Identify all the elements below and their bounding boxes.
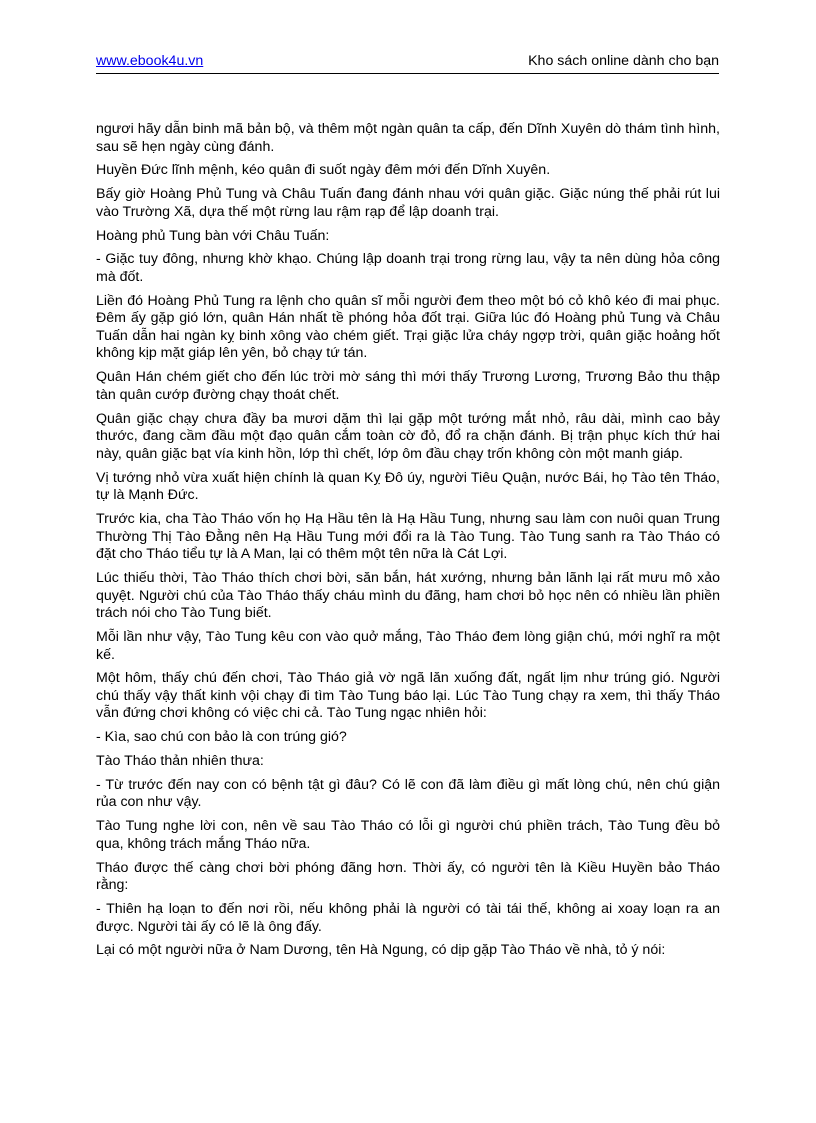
paragraph: - Giặc tuy đông, nhưng khờ khạo. Chúng lập doanh trại trong rừng lau, vậy ta nên dùng hỏa công mà đốt. <box>96 251 720 285</box>
paragraph: Tào Tháo thản nhiên thưa: <box>96 753 264 770</box>
document-body <box>96 121 720 966</box>
paragraph: ngươi hãy dẫn binh mã bản bộ, và thêm một ngàn quân ta cấp, đến Dĩnh Xuyên dò thám tình hình, sau sẽ hẹn ngày cùng đánh. <box>96 121 720 155</box>
paragraph: - Thiên hạ loạn to đến nơi rồi, nếu không phải là người có tài tái thế, không ai xoay loạn ra an được. Người tài ấy có lẽ là ông đấy. <box>96 900 720 935</box>
page-header <box>96 50 719 70</box>
paragraph: Hoàng phủ Tung bàn với Châu Tuấn: <box>96 227 330 244</box>
paragraph: Một hôm, thấy chú đến chơi, Tào Tháo giả vờ ngã lăn xuống đất, ngất lịm như trúng gió. Người chú thấy vậy thất kinh vội chạy đi tìm Tào Tung báo lại. Lúc Tào Tung chạy ra xem, thì thấy Tháo vẫn đứng chơi không có việc chi cả. Tào Tung ngạc nhiên hỏi: <box>96 670 720 722</box>
paragraph: - Kìa, sao chú con bảo là con trúng gió? <box>96 729 347 746</box>
paragraph: Tào Tung nghe lời con, nên về sau Tào Tháo có lỗi gì người chú phiền trách, Tào Tung đều bỏ qua, không trách mắng Tháo nữa. <box>96 818 720 852</box>
paragraph: Trước kia, cha Tào Tháo vốn họ Hạ Hầu tên là Hạ Hầu Tung, nhưng sau làm con nuôi quan Trung Thường Thị Tào Đằng nên Hạ Hầu Tung mới đổi ra là Tào Tung. Tào Tung sanh ra Tào Tháo có đặt cho Tháo tiểu tự là A Man, lại có thêm một tên nữa là Cát Lợi. <box>96 510 720 563</box>
paragraph: Lại có một người nữa ở Nam Dương, tên Hà Ngung, có dịp gặp Tào Tháo về nhà, tỏ ý nói: <box>96 942 666 959</box>
header-divider <box>96 73 719 74</box>
paragraph: Bấy giờ Hoàng Phủ Tung và Châu Tuấn đang đánh nhau với quân giặc. Giặc núng thế phải rút lui vào Trường Xã, dựa thế một rừng lau rậm rạp để lập doanh trại. <box>96 186 720 220</box>
site-link[interactable]: www.ebook4u.vn <box>96 53 204 69</box>
paragraph: Quân Hán chém giết cho đến lúc trời mờ sáng thì mới thấy Trương Lương, Trương Bảo thu thập tàn quân cướp đường chạy thoát chết. <box>96 369 720 403</box>
paragraph: Quân giặc chạy chưa đầy ba mươi dặm thì lại gặp một tướng mắt nhỏ, râu dài, mình cao bảy thước, đang cầm đầu một đạo quân cắm toàn cờ đỏ, đổ ra chặn đánh. Bị trận phục kích thứ hai này, quân giặc bạt vía kinh hồn, lớp thì chết, lớp ôm đầu chạy trốn không còn một manh giáp. <box>96 410 720 462</box>
paragraph: Huyền Đức lĩnh mệnh, kéo quân đi suốt ngày đêm mới đến Dĩnh Xuyên. <box>96 162 551 179</box>
paragraph: Liền đó Hoàng Phủ Tung ra lệnh cho quân sĩ mỗi người đem theo một bó cỏ khô kéo đi mai phục. Đêm ấy gặp gió lớn, quân Hán nhất tề phóng hỏa đốt trại. Giữa lúc đó Hoàng phủ Tung và Châu Tuấn dẫn hai ngàn kỵ binh xông vào chém giết. Trại giặc lửa cháy ngợp trời, quân giặc hoảng hốt không kịp mặt giáp lên yên, bỏ chạy tứ tán. <box>96 292 720 362</box>
paragraph: Lúc thiếu thời, Tào Tháo thích chơi bời, săn bắn, hát xướng, nhưng bản lãnh lại rất mưu mô xảo quyệt. Người chú của Tào Tháo thấy cháu mình du đãng, ham chơi bỏ học nên có nhiều lần phiền trách nói cho Tào Tung biết. <box>96 569 720 622</box>
paragraph: Tháo được thế càng chơi bời phóng đãng hơn. Thời ấy, có người tên là Kiều Huyền bảo Tháo rằng: <box>96 859 720 894</box>
paragraph: Vị tướng nhỏ vừa xuất hiện chính là quan Kỵ Đô úy, người Tiêu Quận, nước Bái, họ Tào tên Tháo, tự là Mạnh Đức. <box>96 469 720 504</box>
paragraph: - Từ trước đến nay con có bệnh tật gì đâu? Có lẽ con đã làm điều gì mất lòng chú, nên chú giận rủa con như vậy. <box>96 776 720 811</box>
header-tagline: Kho sách online dành cho bạn <box>528 53 719 69</box>
paragraph: Mỗi lần như vậy, Tào Tung kêu con vào quở mắng, Tào Tháo đem lòng giận chú, mới nghĩ ra một kế. <box>96 628 720 663</box>
